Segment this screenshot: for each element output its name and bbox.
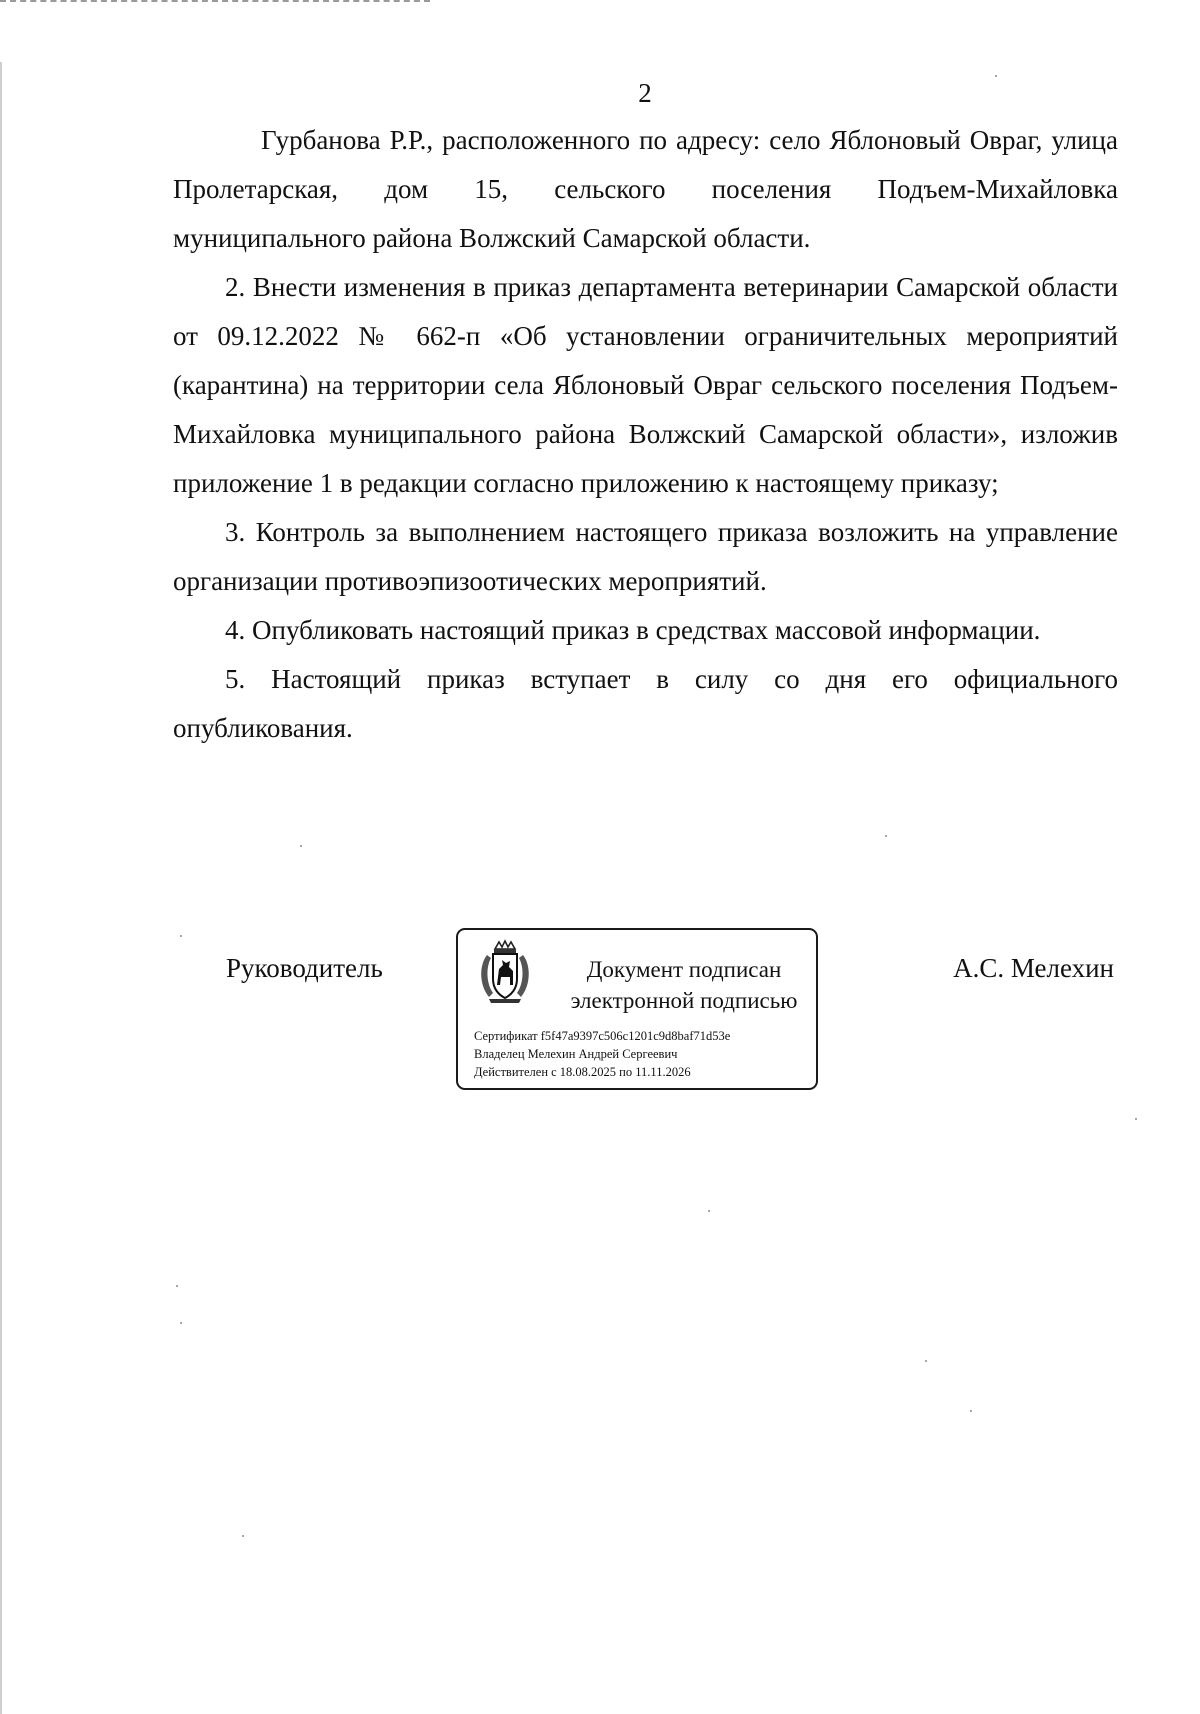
scan-speck [300,845,302,847]
stamp-title-line-2: электронной подписью [570,988,798,1013]
samara-coat-of-arms-icon [475,939,535,1005]
signature-block [0,920,1200,1100]
paragraph-item-3: 3. Контроль за выполнением настоящего приказа возложить на управление организации противоэпизоотических мероприятий. [173,517,1118,596]
scan-speck [995,75,997,77]
signer-position: Руководитель [226,953,383,983]
stamp-details [474,1027,730,1081]
scan-speck [885,835,887,837]
scan-speck [708,1210,710,1212]
electronic-signature-stamp [456,928,818,1090]
stamp-owner: Владелец Мелехин Андрей Сергеевич [474,1047,678,1061]
stamp-validity: Действителен с 18.08.2025 по 11.11.2026 [474,1065,691,1079]
scan-speck [242,1535,244,1537]
stamp-certificate: Сертификат f5f47a9397c506c1201c9d8baf71d53e [474,1029,731,1043]
scan-speck [176,1285,178,1287]
scan-speck [925,1360,927,1362]
scan-speck [180,1322,182,1324]
scan-speck [1135,1118,1137,1120]
scan-top-edge [0,0,430,4]
paragraph-item-2: 2. Внести изменения в приказ департамента ветеринарии Самарской области от 09.12.2022 № 662-п «Об установлении ограничительных мероприятий (карантина) на территории села Яблоновый Овраг сельского поселения Подъем-Михайловка муниципального района Волжский Самарской области», изложив приложение 1 в редакции согласно приложению к настоящему приказу; [173,272,1118,498]
document-body [173,116,1118,753]
stamp-title-line-1: Документ подписан [586,957,782,982]
paragraph-continuation: Гурбанова Р.Р., расположенного по адресу: село Яблоновый Овраг, улица Пролетарская, дом 15, сельского поселения Подъем-Михайловка муниципального района Волжский Самарской области. [173,125,1118,253]
signer-name: А.С. Мелехин [953,953,1114,983]
paragraph-item-4: 4. Опубликовать настоящий приказ в средствах массовой информации. [225,615,1041,645]
page-number: 2 [638,78,652,108]
paragraph-item-5: 5. Настоящий приказ вступает в силу со дня его официального опубликования. [173,664,1118,743]
scan-speck [970,1410,972,1412]
scan-left-edge [0,62,2,1714]
scan-speck [180,935,182,937]
stamp-title [556,954,812,1016]
